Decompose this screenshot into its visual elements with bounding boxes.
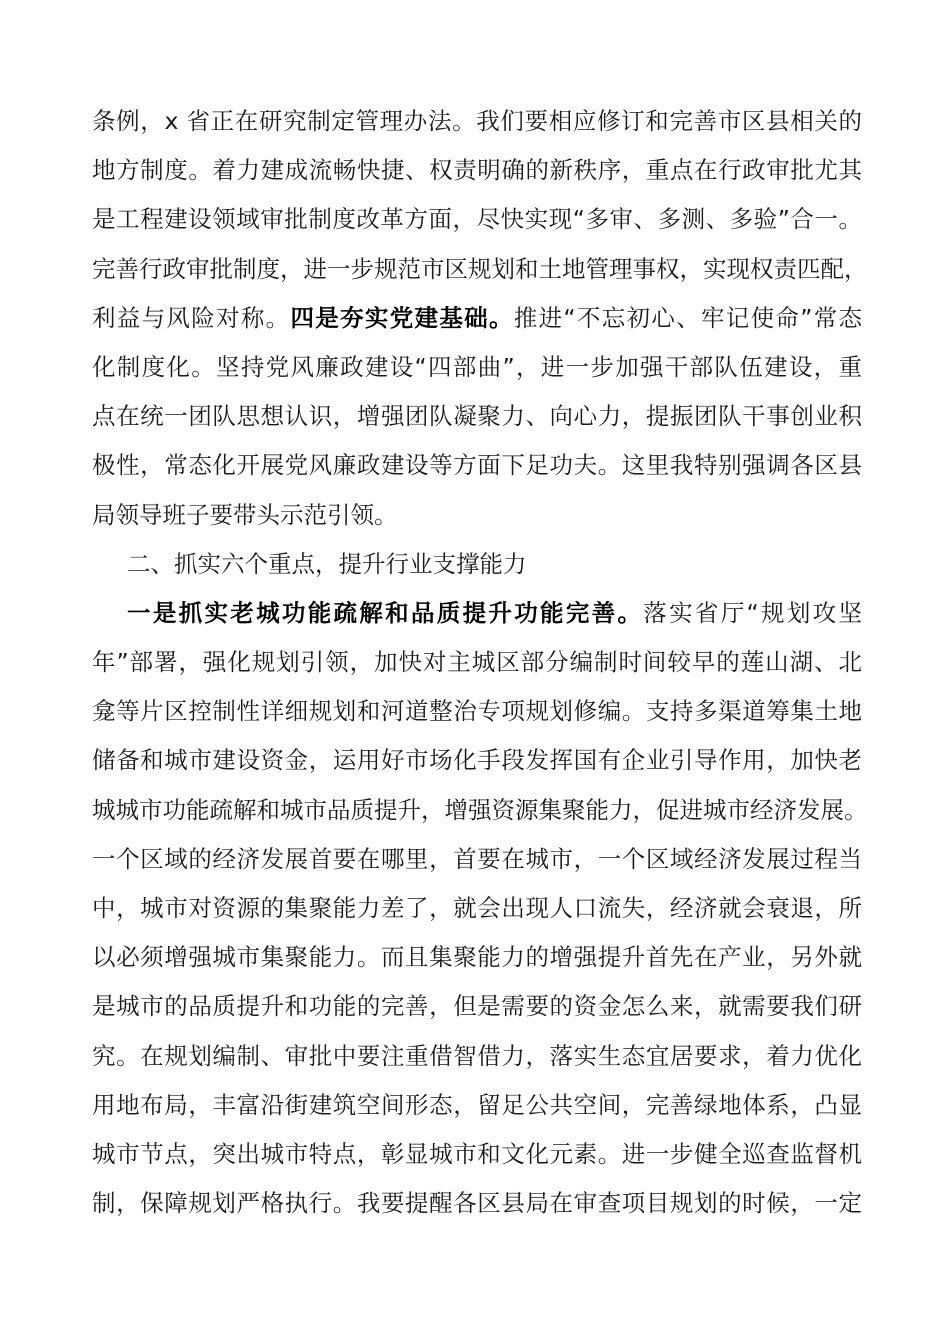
body-text: 极性，常态化开展党风廉政建设等方面下足功夫。这里我特别强调各区县 [92,451,862,480]
body-text: 究。在规划编制、审批中要注重借智借力，落实生态宜居要求，着力优化 [92,1041,862,1070]
text-line [92,933,862,982]
text-line [92,1081,862,1130]
text-line [92,884,862,933]
body-text: 用地布局，丰富沿街建筑空间形态，留足公共空间，完善绿地体系，凸显 [92,1090,862,1119]
document-page [92,97,868,1228]
text-line [92,1032,862,1081]
bold-heading-text: 四是夯实党建基础。 [290,303,514,332]
text-line [92,736,862,785]
body-text: 落实省厅“规划攻坚 [643,598,862,627]
body-text: 点在统一团队思想认识，增强团队凝聚力、向心力，提振团队干事创业积 [92,402,862,431]
text-line [92,982,862,1031]
body-text: 一个区域的经济发展首要在哪里，首要在城市，一个区域经济发展过程当 [92,844,862,873]
body-text: 是城市的品质提升和功能的完善，但是需要的资金怎么来，就需要我们研 [92,992,862,1021]
body-text: 利益与风险对称。 [92,303,291,332]
text-line [92,638,862,687]
text-line [92,1179,862,1228]
body-text: 年”部署，强化规划引领，加快对主城区部分编制时间较早的莲山湖、北 [92,648,862,677]
body-text: 地方制度。着力建成流畅快捷、权责明确的新秩序，重点在行政审批尤其 [92,156,862,185]
text-line [92,786,868,835]
body-text: 条例，x 省正在研究制定管理办法。我们要相应修订和完善市区县相关的 [92,107,862,135]
text-line [92,195,862,244]
text-line [92,441,862,490]
text-line [92,245,868,294]
body-text: 完善行政审批制度，进一步规范市区规划和土地管理事权，实现权责匹配， [92,254,868,283]
text-line [92,343,862,392]
body-text: 龛等片区控制性详细规划和河道整治专项规划修编。支持多渠道筹集土地 [92,697,862,726]
text-line [92,146,862,195]
text-line [92,540,862,589]
text-line [92,589,862,638]
body-text: 城市节点，突出城市特点，彰显城市和文化元素。进一步健全巡查监督机 [92,1139,862,1168]
body-text: 储备和城市建设资金，运用好市场化手段发挥国有企业引导作用，加快老 [92,746,862,775]
body-text: 局领导班子要带头示范引领。 [92,500,398,529]
text-line [92,1130,862,1179]
body-text: 是工程建设领域审批制度改革方面，尽快实现“多审、多测、多验”合一。 [92,205,862,234]
body-text: 城城市功能疏解和城市品质提升，增强资源集聚能力，促进城市经济发展。 [92,795,868,824]
text-line [92,835,862,884]
text-line [92,97,862,146]
text-line [92,294,862,343]
text-line [92,687,862,736]
body-text: 以必须增强城市集聚能力。而且集聚能力的增强提升首先在产业，另外就 [92,943,862,972]
body-text: 化制度化。坚持党风廉政建设“四部曲”，进一步加强干部队伍建设，重 [92,352,862,381]
text-line [92,392,862,441]
text-line [92,491,862,540]
body-text: 中，城市对资源的集聚能力差了，就会出现人口流失，经济就会衰退，所 [92,894,862,922]
body-text: 制，保障规划严格执行。我要提醒各区县局在审查项目规划的时候，一定 [92,1189,862,1218]
bold-heading-text: 一是抓实老城功能疏解和品质提升功能完善。 [127,598,644,627]
body-text: 二、抓实六个重点，提升行业支撑能力 [127,549,527,578]
body-text: 推进“不忘初心、牢记使命”常态 [513,303,863,332]
